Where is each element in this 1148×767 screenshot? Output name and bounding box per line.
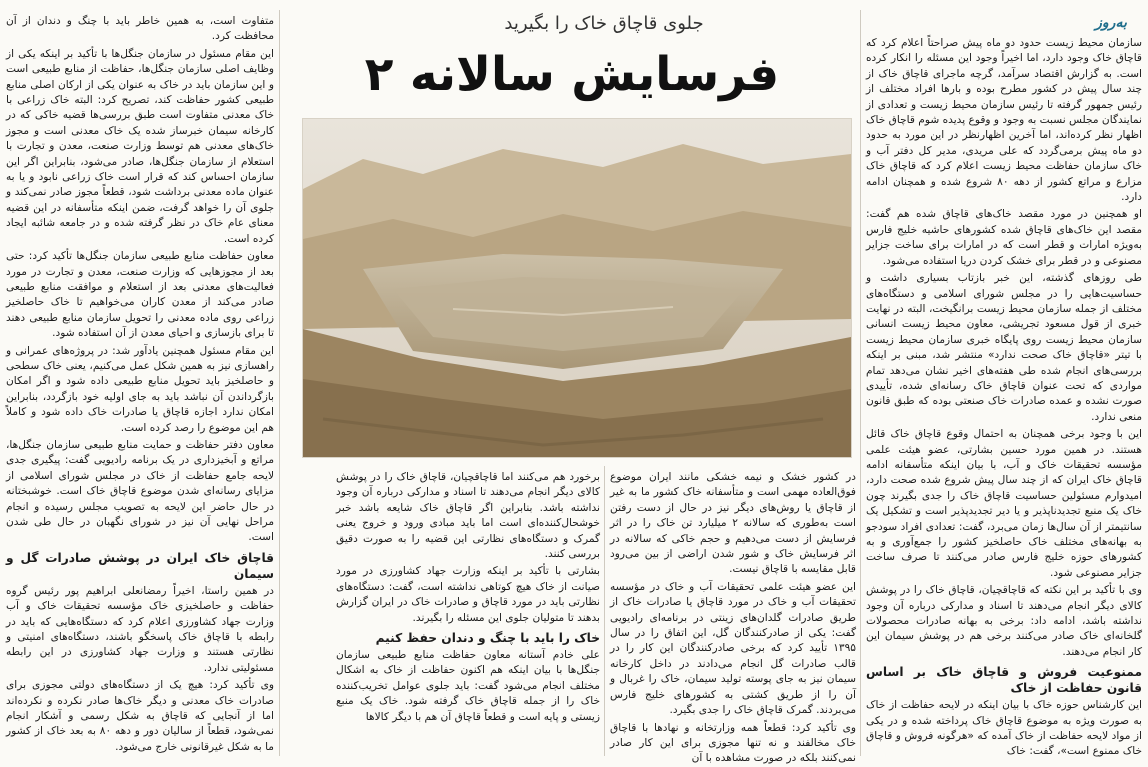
paragraph: بشارتی با تأکید بر اینکه وزارت جهاد کشاورزی در مورد صیانت از خاک هیچ کوتاهی نداشته است، گفت: دستگاه‌های نظارتی باید در مورد قاچاق و صادرات خاک در ایران گزارش بدهند تا متولیان جلوی این مسئله را بگیرند. — [336, 565, 600, 624]
paragraph: سازمان محیط زیست حدود دو ماه پیش صراحتاً اعلام کرد که قاچاق خاک وجود دارد، اما اخیراً وجود این مسئله را انکار کرده است. به گزارش اقتصاد سرآمد، گرچه ماجرای قاچاق خاک از چند سال پیش در کشور مطرح بوده و بارها افراد مختلف از رئیس جمهور گرفته تا رئیس سازمان محیط زیست و تعدادی از نمایندگان مجلس نسبت به وجود و وقوع پدیده شوم قاچاق خاک اظهار نظر کرده‌اند، اما آخرین اظهارنظر در این مورد به حدود دو ماه پیش برمی‌گردد که علی مریدی، مدیر کل دفتر آب و خاک سازمان حفاظت محیط زیست اعلام کرد که قاچاق خاک مزارع و مراتع کشور از دهه ۸۰ شروع شده و همچنان ادامه دارد. — [866, 37, 1142, 204]
article-column-right — [866, 36, 1142, 756]
paragraph: این مقام مسئول در سازمان جنگل‌ها با تأکید بر اینکه یکی از وظایف اصلی سازمان جنگل‌ها، حفاظت از منابع طبیعی است و این سازمان باید در خاک به عنوان یکی از ارکان اصلی منابع طبیعی کشور حفاظت کند، تصریح کرد: البته خاک زراعی با خاک معدنی متفاوت است طبق بررسی‌ها قضیه خاکی که در کارخانه سیمان خبرساز شده یک خاک معدنی است و مجوز خاک‌های معدنی هم توسط وزارت صنعت، معدن و تجارت با استعلام از سازمان جنگل‌ها، صادر می‌شود، بنابراین اگر این سازمان احساس کند که قرار است خاک زراعی نابود و یا به عنوان ماده معدنی برداشت شود، قطعاً مجوز صادر نمی‌کند و جلوی آن را خواهد گرفت، ضمن اینکه متأسفانه در این قضیه معنای عام خاک در نظر گرفته شده و در جامعه شائبه ایجاد کرده است. — [6, 47, 274, 245]
paragraph: برخورد هم می‌کنند اما قاچاقچیان، قاچاق خاک را در پوشش کالای دیگر انجام می‌دهند تا اسناد و مدارکی درباره آن وجود نداشته باشد. بنابراین اگر قاچاق خاک شایعه باشد خبر خوشحال‌کننده‌ای است اما باید مبادی ورود و خروج یعنی گمرک و دستگاه‌های نظارتی این قضیه را به صورت دقیق بررسی کنند. — [336, 471, 600, 561]
subheading: ممنوعیت فروش و قاچاق خاک بر اساس قانون حفاظت از خاک — [866, 665, 1142, 696]
paragraph: وی با تأکید بر این نکته که قاچاقچیان، قاچاق خاک را در پوشش کالای دیگر انجام می‌دهند تا اسناد و مدارکی درباره آن وجود نداشته باشد، ادامه داد: برخی به بهانه صادرات محصولات گلخانه‌ای خاک صادر می‌کنند برخی هم در پوشش سیمان این کار انجام می‌دهند. — [866, 584, 1142, 658]
paragraph: متفاوت است، به همین خاطر باید با چنگ و دندان از آن محافظت کرد. — [6, 15, 274, 43]
paragraph: او همچنین در مورد مقصد خاک‌های قاچاق شده هم گفت: مقصد این خاک‌های قاچاق شده کشورهای حاشیه خلیج فارس به‌ویژه امارات و قطر است که در امارات برای ساخت جزایر مصنوعی و در قطر برای خشک کردن دریا استفاده می‌شود. — [866, 208, 1142, 267]
article-headline: فرسایش سالانه ۲ — [364, 47, 780, 102]
paragraph: وی تأکید کرد: قطعاً همه وزارتخانه و نهادها با قاچاق خاک مخالفند و نه تنها مجوزی برای این کار صادر نمی‌کنند بلکه در صورت مشاهده با آن — [610, 721, 856, 765]
paragraph: علی خادم آستانه معاون حفاظت منابع طبیعی سازمان جنگل‌ها با بیان اینکه هم اکنون حفاظت از خاک به اشکال مختلف انجام می‌شود گفت: باید جلوی عوامل تخریب‌کننده خاک را از جمله قاچاق خاک گرفته شود. خاک یک منبع زیستی و پایه است و قطعاً قاچاق آن هم با دیگر کالاها — [336, 649, 600, 723]
column-divider — [279, 10, 280, 756]
column-divider — [604, 466, 605, 756]
subheading: قاچاق خاک ایران در پوشش صادرات گل و سیمان — [6, 550, 274, 581]
paragraph: معاون دفتر حفاظت و حمایت منابع طبیعی سازمان جنگل‌ها، مراتع و آبخیزداری در یک برنامه رادیویی گفت: پیگیری جدی لایحه جامع حفاظت از خاک در مجلس شورای اسلامی از مزایای رسانه‌ای شدن موضوع قاچاق خاک است. خوشبختانه در حال حاضر این لایحه به تصویب مجلس رسیده و انجام مراحل نهایی آن نیز در شورای نگهبان در حال طی شدن است. — [6, 438, 274, 544]
column-divider — [860, 10, 861, 756]
paragraph: این کارشناس حوزه خاک با بیان اینکه در لایحه حفاظت از خاک به صورت ویژه به موضوع قاچاق خاک پرداخته شده و در یکی از مواد لایحه حفاظت از خاک آمده که «هرگونه فروش و قاچاق خاک ممنوع است»، گفت: خاک — [866, 699, 1142, 758]
article-column-middle-left — [336, 470, 600, 756]
paragraph: این با وجود برخی همچنان به احتمال وقوع قاچاق خاک قائل هستند. در همین مورد حسین بشارتی، عضو هیئت علمی مؤسسه تحقیقات خاک و آب، با بیان اینکه متأسفانه ادامه قاچاق خاک ایران که از چند سال پیش شروع شده صحت دارد، امیدوارم مسئولین حساسیت قاچاق خاک را جدی بگیرند چون خاک یک منبع تجدیدناپذیر و یا دیر تجدیدپذیر است و تشکیل یک سانتیمتر از آن سال‌ها زمان می‌برد، گفت: تعدادی افراد سودجو به بهانه‌های مختلف خاک حاصلخیز کشور را جمع‌آوری و به کشورهای حوزه خلیج فارس صادر می‌کنند تا صرف ساخت جزایر مصنوعی شود. — [866, 428, 1142, 579]
paragraph: در کشور خشک و نیمه خشکی مانند ایران موضوع فوق‌العاده مهمی است و متأسفانه خاک کشور ما به غیر از قاچاق یا روش‌های دیگر نیز در حال از دست رفتن است به‌طوری که سالانه ۲ میلیارد تن خاک را در اثر فرسایش از دست می‌دهیم و حجم خاکی که سالانه در اثر فرسایش خاک و شور شدن اراضی از بین می‌رود قابل مقایسه با قاچاق نیست. — [610, 471, 856, 576]
paragraph: این مقام مسئول همچنین یادآور شد: در پروژه‌های عمرانی و راهسازی نیز به همین شکل عمل می‌کنیم، یعنی خاک سطحی و حاصلخیز باید تحویل منابع طبیعی داده شود و اگر امکان بازگرداندن آن نباشد باید به جای اولیه خود بازگردد، بنابراین امکان ندارد اجازه قاچاق یا صادرات خاک داده شود و کاملاً هم این موضوع را رصد کرده است. — [6, 344, 274, 434]
article-column-middle-right — [610, 470, 856, 765]
quarry-landscape-image — [303, 119, 851, 457]
paragraph: این عضو هیئت علمی تحقیقات آب و خاک در مؤسسه تحقیقات آب و خاک در مورد قاچاق یا صادرات خاک از طریق صادرات گلدان‌های زینتی در برنامه‌ای رادیویی گفت: یکی از صادرکنندگان گل، این اتفاق را در سال ۱۳۹۵ تأیید کرد که برخی صادرکنندگان این کار را در قالب صادرات گل انجام می‌دادند در داخل کارخانه سیمان نیز به جای پوسته تولید سیمان، خاک را غربال و آن را از طریق کشتی به کشورهای خلیج فارس می‌بردند. گمرک قاچاق خاک را جدی بگیرد. — [610, 580, 856, 717]
paragraph: وی تأکید کرد: هیچ یک از دستگاه‌های دولتی مجوزی برای صادرات خاک معدنی و دیگر خاک‌ها صادر نکرده و نکرده‌اند اما از آنجایی که قاچاق به شکل رسمی و آشکار انجام نمی‌شود، قطعاً از سالیان دور و دهه ۸۰ به بعد خاک از کشور ما به شکل غیرقانونی خارج می‌شود. — [6, 679, 274, 753]
article-kicker: جلوی قاچاق خاک را بگیرید — [504, 13, 704, 34]
paragraph: معاون حفاظت منابع طبیعی سازمان جنگل‌ها تأکید کرد: حتی بعد از مجوزهایی که وزارت صنعت، معدن و تجارت در مورد فعالیت‌های معدنی بعد از استعلام و موافقت منابع طبیعی صادر می‌کند از معدن کاران می‌خواهیم تا خاک حاصلخیز زراعی روی ماده معدنی را تحویل سازمان منابع طبیعی دهند تا برای بازسازی و احیای معدن از آن استفاده شود. — [6, 250, 274, 340]
article-photo-quarry — [302, 118, 852, 458]
masthead-logo: به‌روز — [1095, 15, 1127, 31]
article-column-left — [6, 14, 274, 756]
paragraph: در همین راستا، اخیراً رمضانعلی ابراهیم پور رئیس گروه حفاظت و حاصلخیزی خاک مؤسسه تحقیقات خاک و آب وزارت جهاد کشاورزی اعلام کرد که دستگاه‌هایی که باید در رابطه با قاچاق خاک پاسخگو باشند، دستگاه‌های امنیتی و نظارتی هستند و وزارت جهاد کشاورزی در این رابطه مسئولیتی ندارد. — [6, 584, 274, 674]
subheading: خاک را باید با چنگ و دندان حفظ کنیم — [375, 631, 600, 646]
paragraph: طی روزهای گذشته، این خبر بازتاب بسیاری داشت و حساسیت‌هایی را در مجلس شورای اسلامی و دستگاه‌های مختلف از جمله سازمان محیط زیست برانگیخت، البته در نهایت خبری از قول مسعود تجریشی، معاون محیط زیست انسانی سازمان محیط زیست روی پایگاه خبری سازمان محیط زیست با تیتر «قاچاق خاک صحت ندارد» منتشر شد، مبنی بر اینکه بررسی‌های انجام شده طی هفته‌های اخیر نشان می‌دهد تمام مواردی که تحت عنوان قاچاق خاک رسانه‌ای شده، تأییدی صورت نشده و عمده صادرات خاک صنعتی بوده که طبق قانون منعی ندارد. — [866, 272, 1142, 423]
